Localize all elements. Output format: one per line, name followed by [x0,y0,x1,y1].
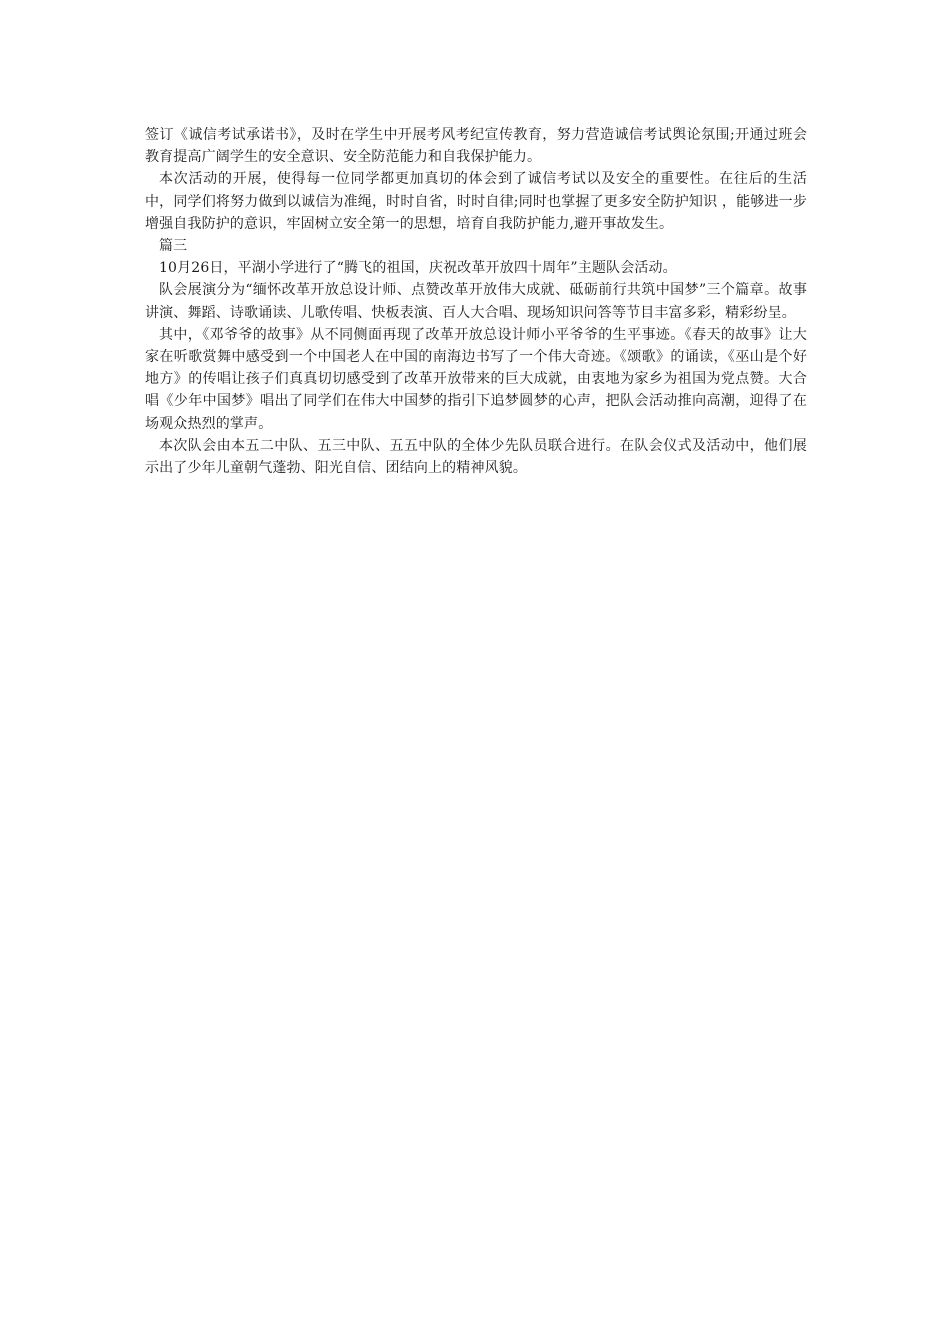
paragraph-conclusion: 本次队会由本五二中队、五三中队、五五中队的全体少先队员联合进行。在队会仪式及活动中，他们展示出了少年儿童朝气蓬勃、阳光自信、团结向上的精神风貌。 [145,437,807,477]
paragraph-event-intro: 10月26日，平湖小学进行了“腾飞的祖国，庆祝改革开放四十周年”主题队会活动。 [159,260,677,277]
paragraph-highlights: 其中，《邓爷爷的故事》从不同侧面再现了改革开放总设计师小平爷爷的生平事迹。《春天的故事》让大家在听歌赏舞中感受到一个中国老人在中国的南海边书写了一个伟大奇迹。《颂歌》的诵读，《巫山是个好地方》的传唱让孩子们真真切切感受到了改革开放带来的巨大成就，由衷地为家乡为祖国为党点赞。大合唱《少年中国梦》唱出了同学们在伟大中国梦的指引下追梦圆梦的心声，把队会活动推向高潮，迎得了在场观众热烈的掌声。 [145,326,807,432]
section-heading: 篇三 [159,238,188,255]
document-body [145,124,807,479]
paragraph-activity-summary: 本次活动的开展，使得每一位同学都更加真切的体会到了诚信考试以及安全的重要性。在往后的生活中，同学们将努力做到以诚信为准绳，时时自省，时时自律;同时也掌握了更多安全防护知识 ，能够进一步增强自我防护的意识，牢固树立安全第一的思想，培育自我防护能力,避开事故发生。 [145,171,807,232]
paragraph-program: 队会展演分为“缅怀改革开放总设计师、点赞改革开放伟大成就、砥砺前行共筑中国梦”三个篇章。故事讲演、舞蹈、诗歌诵读、儿歌传唱、快板表演、百人大合唱、现场知识问答等节目丰富多彩，精彩纷呈。 [145,282,807,321]
paragraph-continuation: 签订《诚信考试承诺书》，及时在学生中开展考风考纪宣传教育，努力营造诚信考试舆论氛围;开通过班会教育提高广阔学生的安全意识、安全防范能力和自我保护能力。 [145,127,807,166]
